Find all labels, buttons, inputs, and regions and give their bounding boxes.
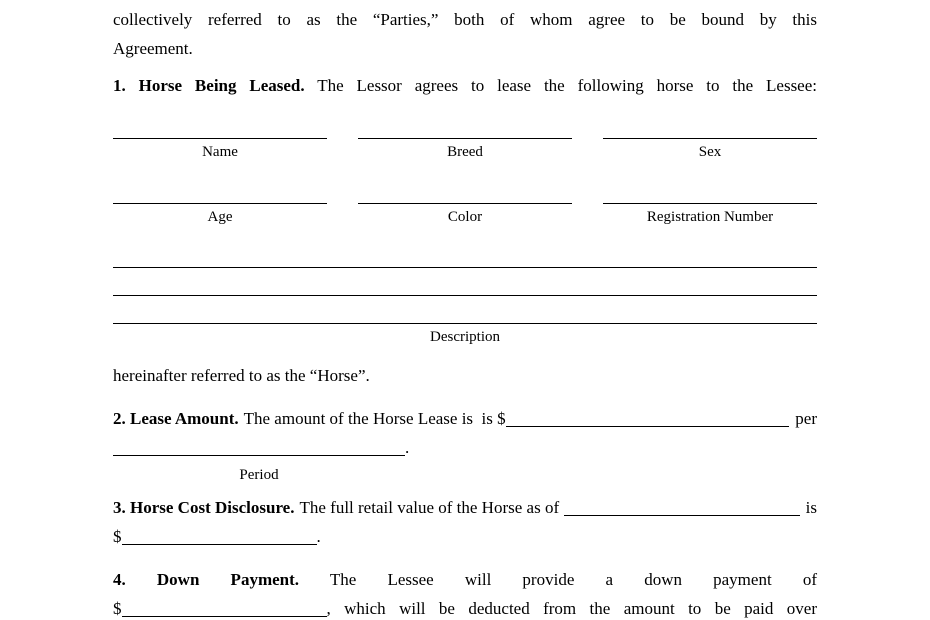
color-field-label: Color xyxy=(447,209,483,225)
breed-field-label: Breed xyxy=(447,144,483,160)
section-1-heading xyxy=(113,71,817,100)
field-sex xyxy=(603,123,817,160)
section-1-number: 1. Horse Being Leased. xyxy=(113,76,305,95)
valuation-date-field-line[interactable] xyxy=(564,515,800,516)
field-name xyxy=(113,123,327,160)
color-field-line[interactable] xyxy=(358,188,572,204)
field-registration-number xyxy=(603,188,817,225)
section-3-number: 3. Horse Cost Disclosure. xyxy=(113,498,295,517)
section-2-period-punct: . xyxy=(405,438,410,457)
section-4-text-2: , which will be deducted from the amount to be paid over xyxy=(326,599,817,618)
intro-line-2: Agreement. xyxy=(113,39,193,58)
name-field-line[interactable] xyxy=(113,123,327,139)
section-3-dollar: $ xyxy=(113,527,122,546)
section-4-line-1 xyxy=(113,565,817,594)
section-4-line-2 xyxy=(113,594,817,620)
section-3-line-2 xyxy=(113,522,817,551)
description-field xyxy=(113,240,817,345)
section-4-number: 4. Down Payment. xyxy=(113,570,300,589)
section-3-text: The full retail value of the Horse as of xyxy=(299,498,560,517)
hereinafter-paragraph: hereinafter referred to as the “Horse”. xyxy=(113,366,370,385)
section-4-text: The Lessee will provide a down payment of xyxy=(329,570,817,589)
section-2-per: per xyxy=(795,409,817,428)
intro-paragraph xyxy=(113,5,817,63)
breed-field-line[interactable] xyxy=(358,123,572,139)
description-field-line-3[interactable] xyxy=(113,296,817,324)
field-breed xyxy=(358,123,572,160)
description-field-label: Description xyxy=(430,329,500,345)
document-content xyxy=(113,0,817,620)
period-field-label: Period xyxy=(239,467,279,483)
section-2-paragraph xyxy=(113,404,817,483)
lease-period-field-line[interactable] xyxy=(113,455,405,456)
horse-fields-row-2 xyxy=(113,188,817,225)
field-color xyxy=(358,188,572,225)
horse-value-field-line[interactable] xyxy=(122,544,317,545)
sex-field-label: Sex xyxy=(698,144,722,160)
horse-fields-row-1 xyxy=(113,123,817,160)
registration-number-field-line[interactable] xyxy=(603,188,817,204)
section-1-text: The Lessor agrees to lease the following horse to the Lessee: xyxy=(317,76,817,95)
section-3-is: is xyxy=(805,498,817,517)
section-3-punct: . xyxy=(316,527,321,546)
section-2-line-1 xyxy=(113,404,817,433)
section-2-number: 2. Lease Amount. xyxy=(113,409,239,428)
intro-line-1: collectively referred to as the “Parties,” both of whom agree to be bound by this xyxy=(113,10,817,29)
description-field-line-2[interactable] xyxy=(113,268,817,296)
section-4-dollar: $ xyxy=(113,599,122,618)
age-field-label: Age xyxy=(207,209,233,225)
name-field-label: Name xyxy=(202,144,238,160)
section-2-line-2 xyxy=(113,433,817,462)
down-payment-field-line[interactable] xyxy=(122,616,327,617)
field-age xyxy=(113,188,327,225)
registration-number-field-label: Registration Number xyxy=(646,209,774,225)
section-3-paragraph xyxy=(113,493,817,551)
section-3-line-1 xyxy=(113,493,817,522)
lease-amount-field-line[interactable] xyxy=(506,426,790,427)
age-field-line[interactable] xyxy=(113,188,327,204)
section-4-paragraph xyxy=(113,565,817,620)
sex-field-line[interactable] xyxy=(603,123,817,139)
section-2-text: The amount of the Horse Lease is is $ xyxy=(243,409,506,428)
description-field-line-1[interactable] xyxy=(113,240,817,268)
